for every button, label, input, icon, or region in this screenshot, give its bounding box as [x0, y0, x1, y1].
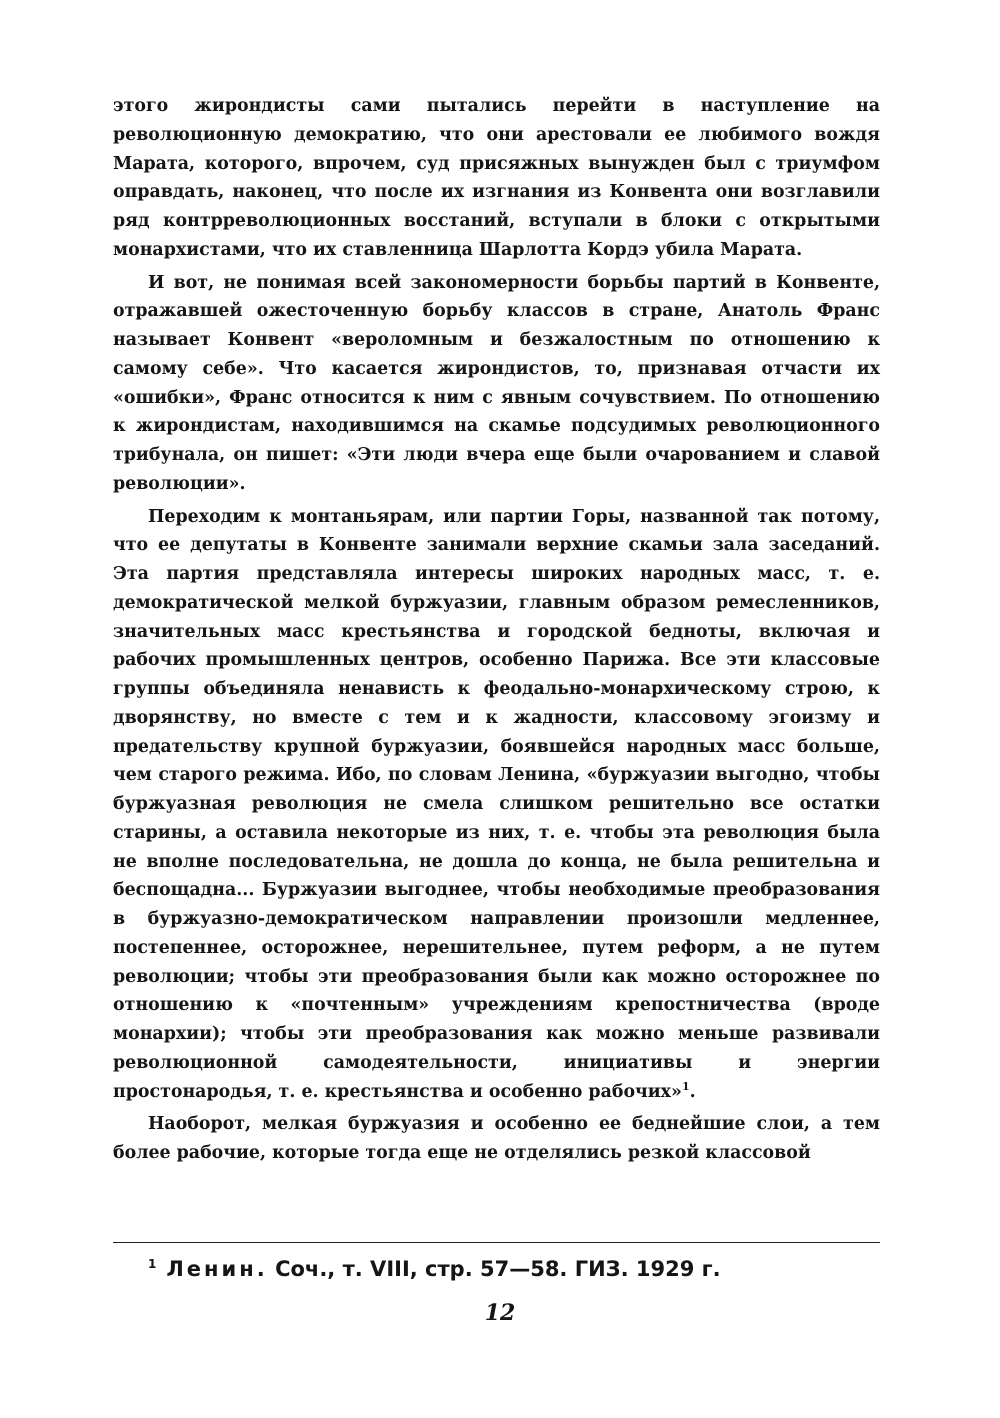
footnote-citation: Соч., т. VIII, стр. 57—58. ГИЗ. 1929 г. [275, 1257, 721, 1281]
paragraph-text: этого жирондисты сами пытались перейти в наступление на революционную демократию, что они арестовали ее любимого вождя Марата, которого, впрочем, суд присяжных вынужден был с триумфом оправдать, наконец, что после их изгнания из Конвента они возглавили ряд контрреволюционных восстаний, вступали в блоки с открытыми монархистами, что их ставленница Шарлотта Кордэ убила Марата. [113, 96, 880, 260]
footnote [148, 1254, 848, 1284]
page-number: 12 [484, 1300, 516, 1326]
paragraph-text: Переходим к монтаньярам, или партии Горы, названной так потому, что ее депутаты в Конвенте занимали верхние скамьи зала заседаний. Эта партия представляла интересы широких народных масс, т. е. демократической мелкой буржуазии, главным образом ремесленников, значительных масс крестьянства и городской бедноты, включая и рабочих промышленных центров, особенно Парижа. Все эти классовые группы объединяла ненависть к феодально-монархическому строю, к дворянству, но вместе с тем и к жадности, классовому эгоизму и предательству крупной буржуазии, боявшейся народных масс больше, чем старого режима. Ибо, по словам Ленина, «буржуазии выгодно, чтобы буржуазная революция не смела слишком решительно все остатки старины, а оставила некоторые из них, т. е. чтобы эта революция была не вполне последовательна, не дошла до конца, не была решительна и беспощадна... Буржуазии выгоднее, чтобы необходимые преобразования в буржуазно-демократическом направлении произошли медленнее, постепеннее, осторожнее, нерешительнее, путем реформ, а не путем революции; чтобы эти преобразования были как можно осторожнее по отношению к «почтенным» учреждениям крепостничества (вроде монархии); чтобы эти преобразования как можно меньше развивали революционной самодеятельности, инициативы и энергии простонародья, т. е. крестьянства и особенно рабочих» [113, 506, 880, 1102]
footnote-divider [113, 1242, 880, 1243]
paragraph-france-convention [113, 269, 880, 499]
paragraph-montagnards: Переходим к монтаньярам, или партии Горы, названной так потому, что ее депутаты в Конвенте занимали верхние скамьи зала заседаний. Эта партия представляла интересы широких народных масс, т. е. демократической мелкой буржуазии, главным образом ремесленников, значительных масс крестьянства и городской бедноты, включая и рабочих промышленных центров, особенно Парижа. Все эти классовые группы объединяла ненависть к феодально-монархическому строю, к дворянству, но вместе с тем и к жадности, классовому эгоизму и предательству крупной буржуазии, боявшейся народных масс больше, чем старого режима. Ибо, по словам Ленина, «буржуазии выгодно, чтобы буржуазная революция не смела слишком решительно все остатки старины, а оставила некоторые из них, т. е. чтобы эта революция была не вполне последовательна, не дошла до конца, не была решительна и беспощадна... Буржуазии выгоднее, чтобы необходимые преобразования в буржуазно-демократическом направлении произошли медленнее, постепеннее, осторожнее, нерешительнее, путем реформ, а не путем революции; чтобы эти преобразования были как можно осторожнее по отношению к «почтенным» учреждениям крепостничества (вроде монархии); чтобы эти преобразования как можно меньше развивали революционной самодеятельности, инициативы и энергии простонародья, т. е. крестьянства и особенно рабочих»$^1$. [113, 506, 880, 1102]
paragraph-petty-bourgeoisie [113, 1110, 880, 1168]
paragraph-continuation [113, 92, 880, 265]
footnote-number: 1 [148, 1257, 157, 1271]
body-text [113, 92, 880, 1168]
footnote-author: Ленин. [166, 1257, 268, 1281]
paragraph-text: И вот, не понимая всей закономерности борьбы партий в Конвенте, отражавшей ожесточенную борьбу классов в стране, Анатоль Франс называет Конвент «вероломным и безжалостным по отношению к самому себе». Что касается жирондистов, то, признавая отчасти их «ошибки», Франс относится к ним с явным сочувствием. По отношению к жирондистам, находившимся на скамье подсудимых революционного трибунала, он пишет: «Эти люди вчера еще были очарованием и славой революции». [113, 272, 880, 494]
paragraph-text: Наоборот, мелкая буржуазия и особенно ее беднейшие слои, а тем более рабочие, которые тогда еще не отделялись резкой классовой [113, 1114, 880, 1163]
footnote-reference[interactable]: 1 [681, 1079, 690, 1093]
